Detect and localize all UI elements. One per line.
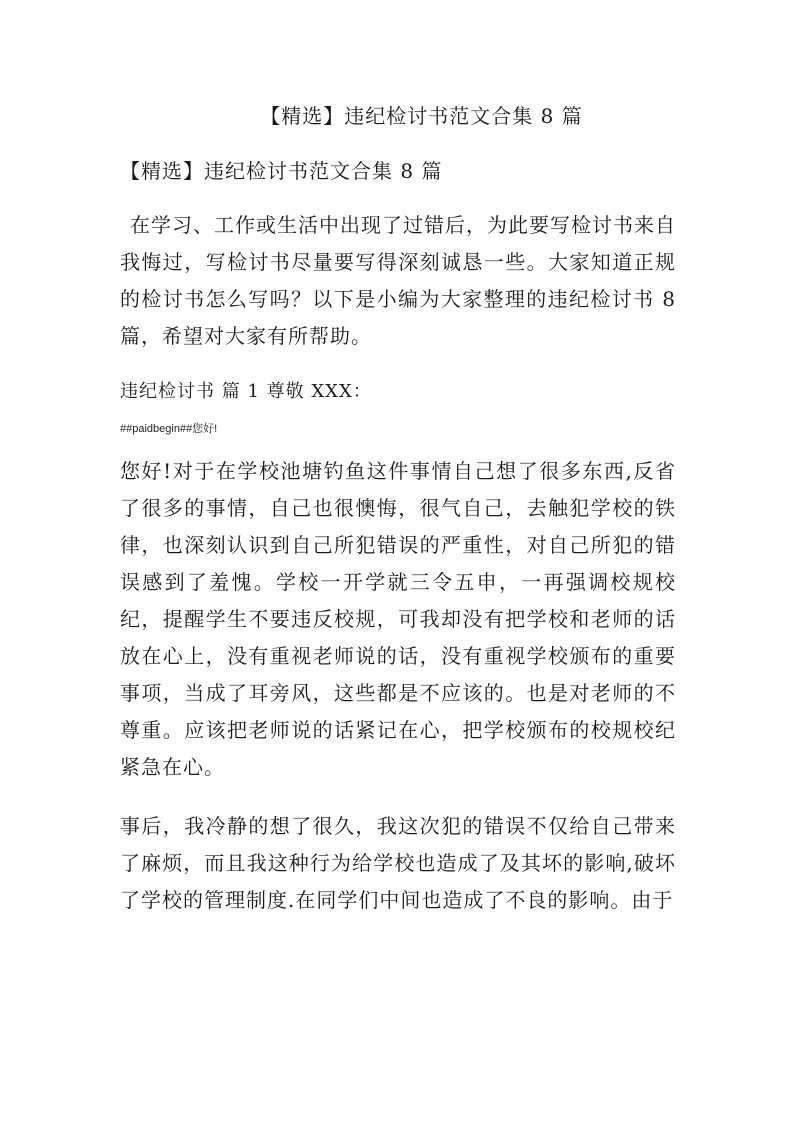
section-1-heading: 违纪检讨书 篇 1 尊敬 XXX： — [120, 381, 372, 402]
body-paragraph-1: 您好!对于在学校池塘钓鱼这件事情自己想了很多东西,反省了很多的事情，自己也很懊悔，很气自己，去触犯学校的铁律，也深刻认识到自己所犯错误的严重性，对自己所犯的错误感到了羞愧。学校一开学就三令五申，一再强调校规校纪，提醒学生不要违反校规，可我却没有把学校和老师的话放在心上，没有重视老师说的话，没有重视学校颁布的重要事项，当成了耳旁风，这些都是不应该的。也是对老师的不尊重。应该把老师说的话紧记在心，把学校颁布的校规校纪紧急在心。 — [120, 459, 676, 779]
document-title: 【精选】违纪检讨书范文合集 8 篇 — [260, 104, 583, 128]
paid-begin-marker: ##paidbegin##您好! — [120, 423, 218, 435]
document-heading: 【精选】违纪检讨书范文合集 8 篇 — [120, 159, 443, 183]
document-body — [120, 155, 676, 919]
intro-paragraph: 在学习、工作或生活中出现了过错后，为此要写检讨书来自我悔过，写检讨书尽量要写得深刻诚恳一些。大家知道正规的检讨书怎么写吗？以下是小编为大家整理的违纪检讨书 8 篇，希望对大家有所帮助。 — [120, 213, 676, 348]
body-paragraph-2: 事后，我冷静的想了很久，我这次犯的错误不仅给自己带来了麻烦，而且我这种行为给学校也造成了及其坏的影响,破坏了学校的管理制度.在同学们中间也造成了不良的影响。由于 — [120, 814, 676, 912]
